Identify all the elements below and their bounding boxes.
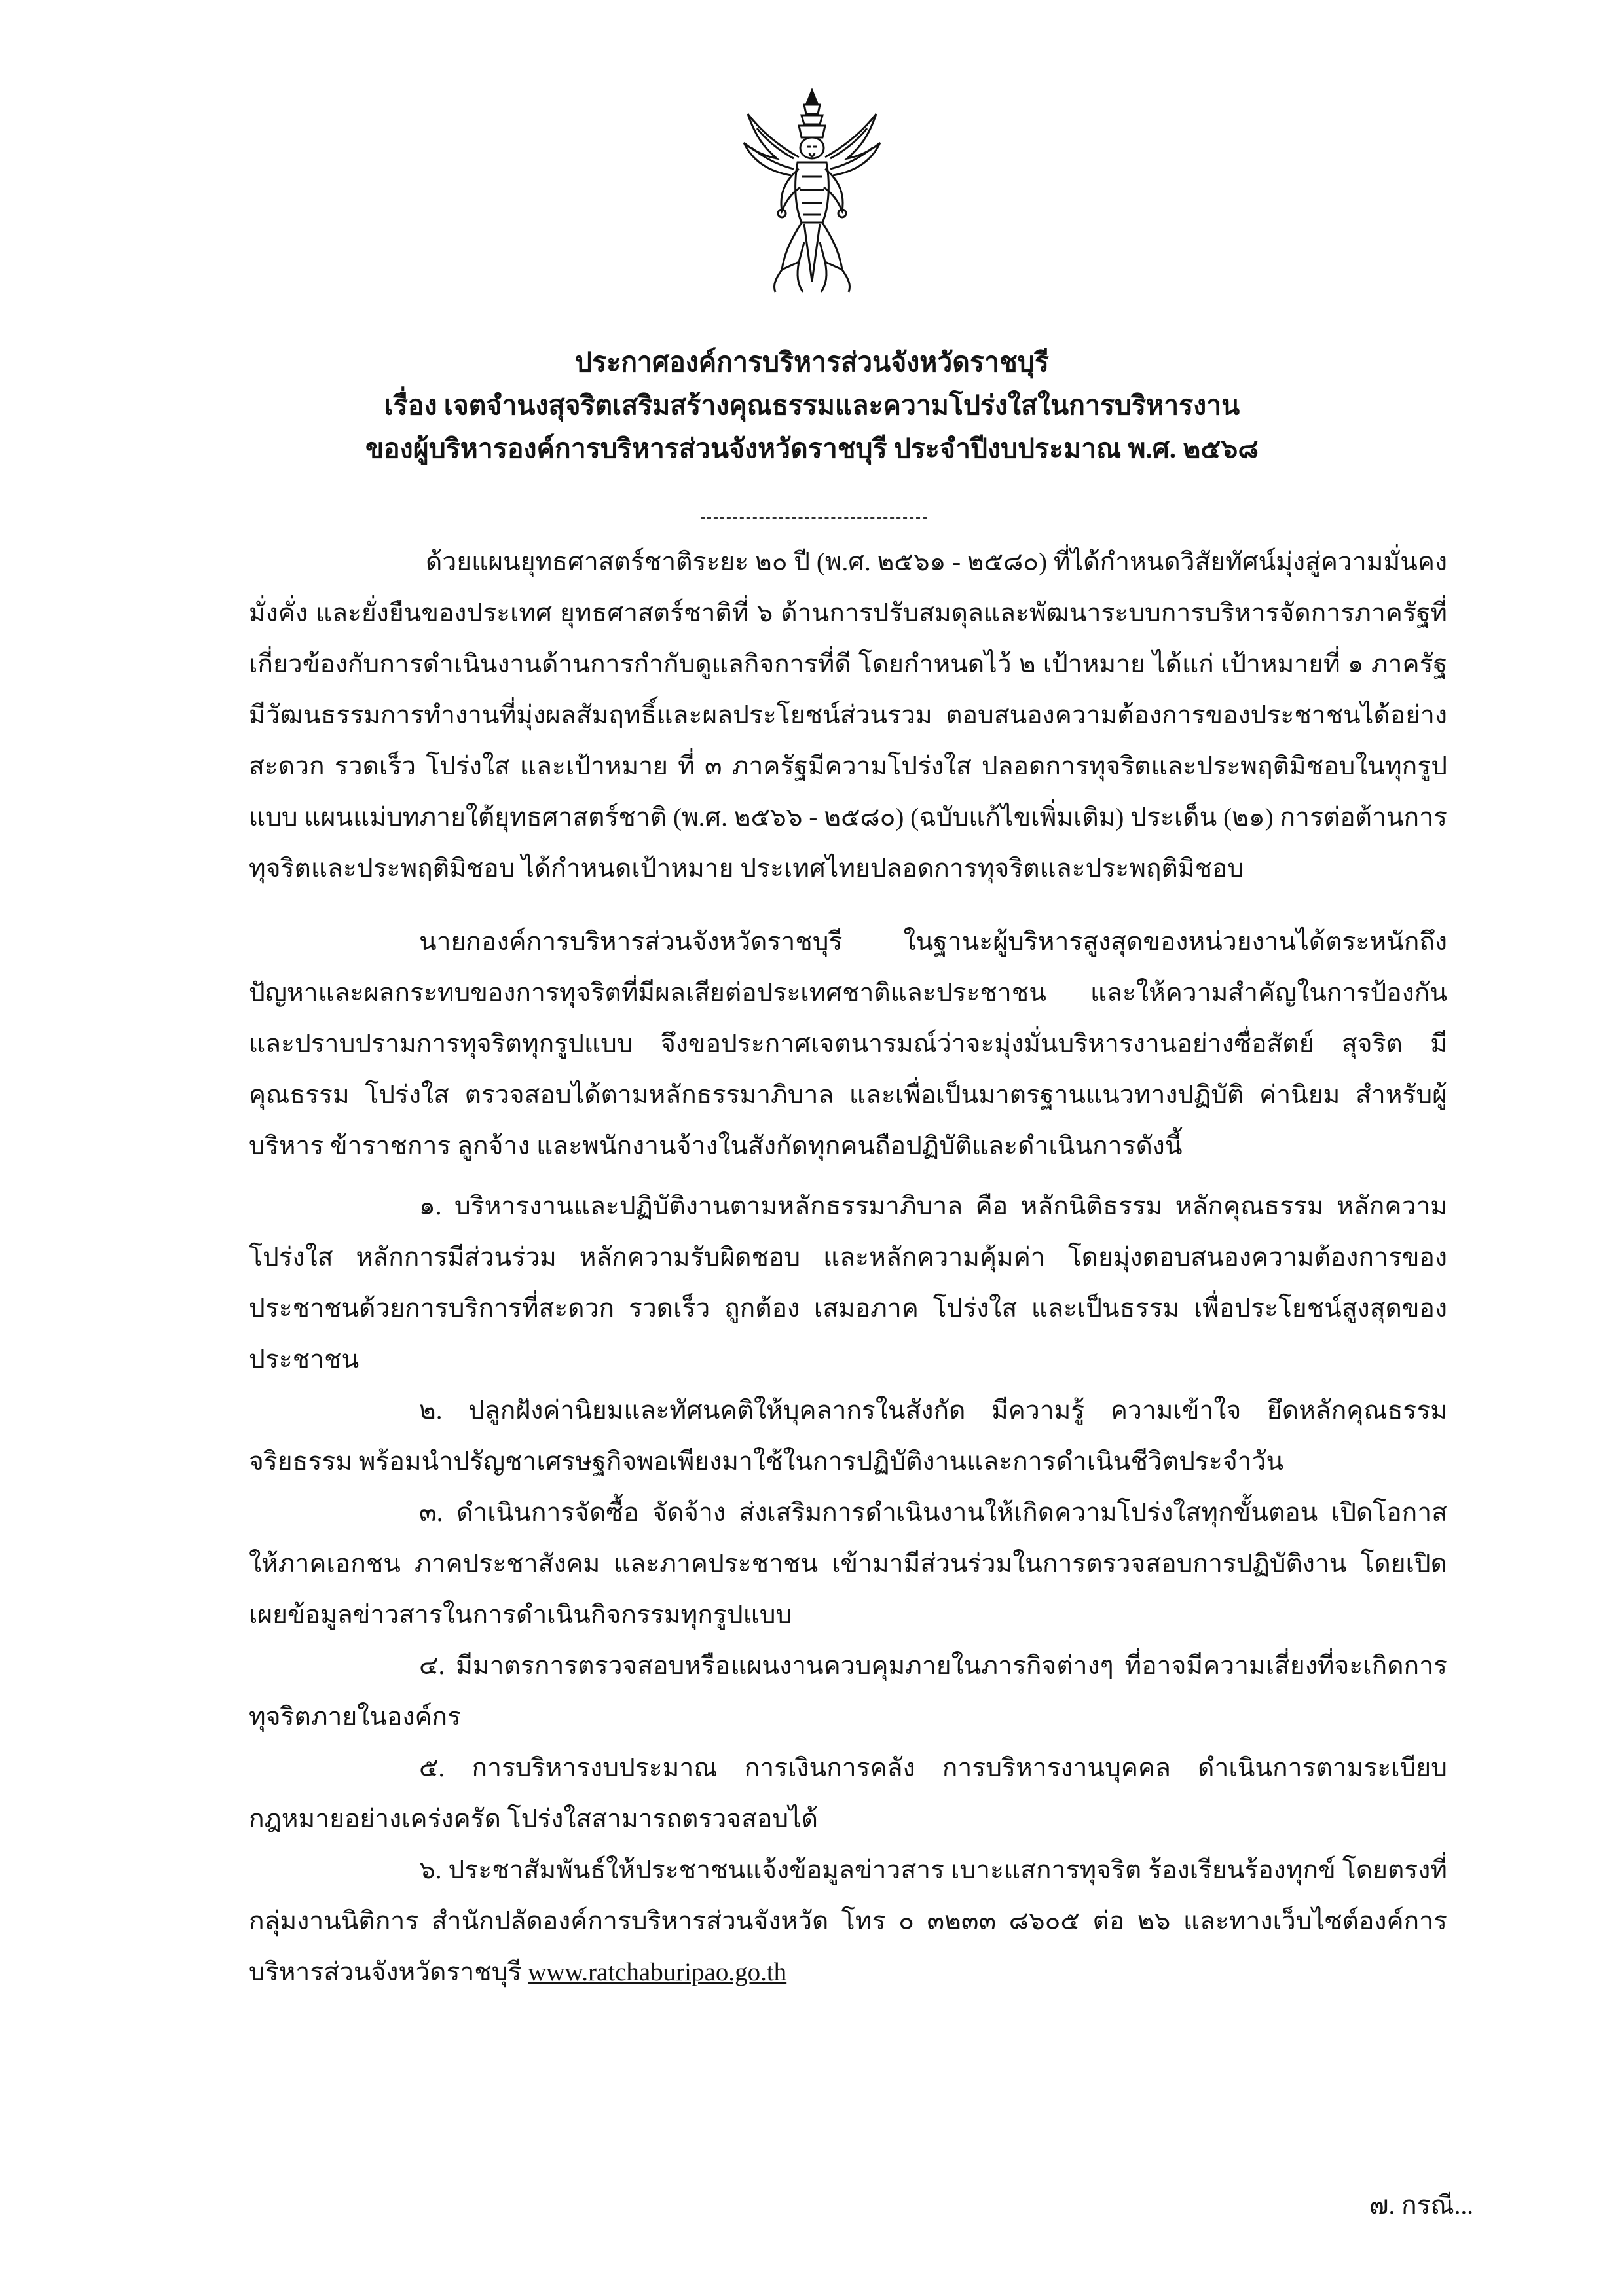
declaration-paragraph: นายกองค์การบริหารส่วนจังหวัดราชบุรี ในฐานะผู้บริหารสูงสุดของหน่วยงานได้ตระหนักถึงปัญหาและผลกระทบของการทุจริตที่มีผลเสียต่อประเทศชาติและประชาชน และให้ความสำคัญในการป้องกันและปราบปรามการทุจริตทุกรูปแบบ จึงขอประกาศเจตนารมณ์ว่าจะมุ่งมั่นบริหารงานอย่างซื่อสัตย์ สุจริต มีคุณธรรม โปร่งใส ตรวจสอบได้ตามหลักธรรมาภิบาล และเพื่อเป็นมาตรฐานแนวทางปฏิบัติ ค่านิยม สำหรับผู้บริหาร ข้าราชการ ลูกจ้าง และพนักงานจ้างในสังกัดทุกคนถือปฏิบัติและดำเนินการดังนี้ bbox=[249, 928, 1447, 1160]
page-continuation: ๗. กรณี... bbox=[1369, 2191, 1473, 2219]
list-item-5: ๕. การบริหารงบประมาณ การเงินการคลัง การบริหารงานบุคคล ดำเนินการตามระเบียบกฎหมายอย่างเคร่งครัด โปร่งใสสามารถตรวจสอบได้ bbox=[249, 1754, 1447, 1833]
announcement-title bbox=[249, 340, 1375, 470]
list-item-6-text: ๖. ประชาสัมพันธ์ให้ประชาชนแจ้งข้อมูลข่าวสาร เบาะแสการทุจริต ร้องเรียนร้องทุกข์ โดยตรงที่กลุ่มงานนิติการ สำนักปลัดองค์การบริหารส่วนจังหวัด โทร ๐ ๓๒๓๓ ๘๖๐๕ ต่อ ๒๖ และทางเว็บไซต์องค์การบริหารส่วนจังหวัดราชบุรี bbox=[249, 1856, 1447, 1986]
list-item-2: ๒. ปลูกฝังค่านิยมและทัศนคติให้บุคลากรในสังกัด มีความรู้ ความเข้าใจ ยึดหลักคุณธรรม จริยธรรม พร้อมนำปรัญชาเศรษฐกิจพอเพียงมาใช้ในการปฏิบัติงานและการดำเนินชีวิตประจำวัน bbox=[249, 1396, 1447, 1476]
title-line-2: เรื่อง เจตจำนงสุจริตเสริมสร้างคุณธรรมและความโปร่งใสในการบริหารงาน bbox=[384, 390, 1240, 420]
list-item-3: ๓. ดำเนินการจัดซื้อ จัดจ้าง ส่งเสริมการดำเนินงานให้เกิดความโปร่งใสทุกขั้นตอน เปิดโอกาสให้ภาคเอกชน ภาคประชาสังคม และภาคประชาชน เข้ามามีส่วนร่วมในการตรวจสอบการปฏิบัติงาน โดยเปิดเผยข้อมูลข่าวสารในการดำเนินกิจกรรมทุกรูปแบบ bbox=[249, 1499, 1447, 1629]
title-line-1: ประกาศองค์การบริหารส่วนจังหวัดราชบุรี bbox=[575, 347, 1049, 377]
title-line-3: ของผู้บริหารองค์การบริหารส่วนจังหวัดราชบุรี ประจำปีงบประมาณ พ.ศ. ๒๕๖๘ bbox=[365, 433, 1259, 464]
title-divider bbox=[701, 517, 927, 519]
garuda-emblem-icon bbox=[739, 85, 885, 295]
list-item-6 bbox=[249, 1845, 1447, 1998]
website-link[interactable]: www.ratchaburipao.go.th bbox=[528, 1958, 787, 1986]
announcement-body bbox=[249, 537, 1447, 1998]
intro-paragraph: ด้วยแผนยุทธศาสตร์ชาติระยะ ๒๐ ปี (พ.ศ. ๒๕๖๑ - ๒๕๘๐) ที่ได้กำหนดวิสัยทัศน์มุ่งสู่ความมั่นคง มั่งคั่ง และยั่งยืนของประเทศ ยุทธศาสตร์ชาติที่ ๖ ด้านการปรับสมดุลและพัฒนาระบบการบริหารจัดการภาครัฐที่เกี่ยวข้องกับการดำเนินงานด้านการกำกับดูแลกิจการที่ดี โดยกำหนดไว้ ๒ เป้าหมาย ได้แก่ เป้าหมายที่ ๑ ภาครัฐมีวัฒนธรรมการทำงานที่มุ่งผลสัมฤทธิ์และผลประโยชน์ส่วนรวม ตอบสนองความต้องการของประชาชนได้อย่างสะดวก รวดเร็ว โปร่งใส และเป้าหมาย ที่ ๓ ภาครัฐมีความโปร่งใส ปลอดการทุจริตและประพฤติมิชอบในทุกรูปแบบ แผนแม่บทภายใต้ยุทธศาสตร์ชาติ (พ.ศ. ๒๕๖๖ - ๒๕๘๐) (ฉบับแก้ไขเพิ่มเติม) ประเด็น (๒๑) การต่อต้านการทุจริตและประพฤติมิชอบ ได้กำหนดเป้าหมาย ประเทศไทยปลอดการทุจริตและประพฤติมิชอบ bbox=[249, 548, 1447, 883]
list-item-1: ๑. บริหารงานและปฏิบัติงานตามหลักธรรมาภิบาล คือ หลักนิติธรรม หลักคุณธรรม หลักความโปร่งใส หลักการมีส่วนร่วม หลักความรับผิดชอบ และหลักความคุ้มค่า โดยมุ่งตอบสนองความต้องการของประชาชนด้วยการบริการที่สะดวก รวดเร็ว ถูกต้อง เสมอภาค โปร่งใส และเป็นธรรม เพื่อประโยชน์สูงสุดของประชาชน bbox=[249, 1192, 1447, 1374]
list-item-4: ๔. มีมาตรการตรวจสอบหรือแผนงานควบคุมภายในภารกิจต่างๆ ที่อาจมีความเสี่ยงที่จะเกิดการทุจริตภายในองค์กร bbox=[249, 1652, 1447, 1731]
